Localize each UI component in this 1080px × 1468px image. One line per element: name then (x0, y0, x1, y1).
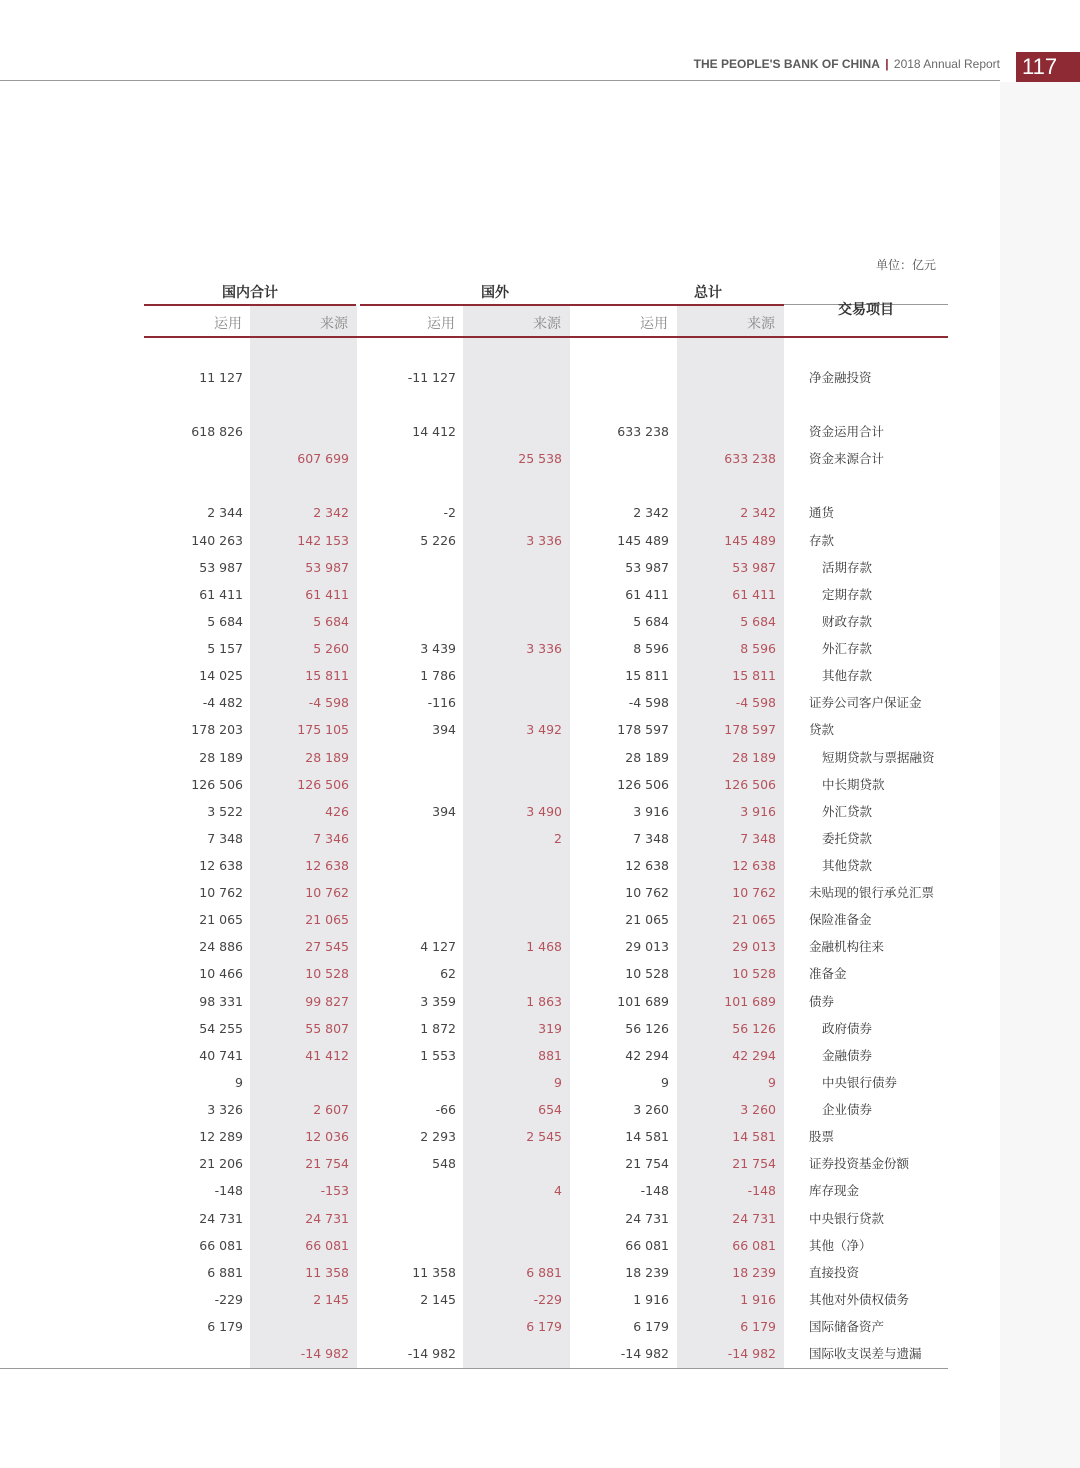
table-cell: 40 741 (199, 1048, 243, 1063)
table-cell: 66 081 (305, 1238, 349, 1253)
table-cell: 24 731 (732, 1211, 776, 1226)
table-cell: 28 189 (305, 750, 349, 765)
table-cell: -4 482 (202, 695, 243, 710)
row-label: 准备金 (809, 966, 847, 981)
table-cell: 12 036 (305, 1129, 349, 1144)
table-cell: 101 689 (724, 994, 776, 1009)
table-cell: 1 786 (420, 668, 456, 683)
table-cell: 4 127 (420, 939, 456, 954)
table-row (144, 503, 948, 523)
table-cell: 24 731 (625, 1211, 669, 1226)
table-cell: -66 (435, 1102, 456, 1117)
table-cell: 24 731 (305, 1211, 349, 1226)
subheader-total-uses: 运用 (640, 316, 668, 332)
table-cell: 5 684 (633, 614, 669, 629)
report-title: 2018 Annual Report (893, 57, 1000, 71)
table-cell: 7 348 (740, 831, 776, 846)
table-cell: 319 (538, 1021, 562, 1036)
table-cell: -14 982 (300, 1346, 349, 1361)
table-cell: 28 189 (199, 750, 243, 765)
table-row (144, 910, 948, 930)
row-label: 直接投资 (809, 1265, 860, 1280)
table-cell: 10 528 (625, 966, 669, 981)
table-cell: 126 506 (724, 777, 776, 792)
table-cell: 21 065 (305, 912, 349, 927)
table-cell: 2 (554, 831, 562, 846)
table-row (144, 802, 948, 822)
table-row (144, 775, 948, 795)
table-cell: 5 684 (740, 614, 776, 629)
table-cell: 4 (554, 1183, 562, 1198)
table-cell: 2 145 (420, 1292, 456, 1307)
row-label: 未贴现的银行承兑汇票 (809, 885, 935, 900)
table-cell: 142 153 (297, 533, 349, 548)
table-cell: 1 872 (420, 1021, 456, 1036)
table-cell: 61 411 (625, 587, 669, 602)
table-cell: 5 684 (313, 614, 349, 629)
table-cell: 24 731 (199, 1211, 243, 1226)
table-row (144, 1209, 948, 1229)
table-row (144, 992, 948, 1012)
row-label: 其他存款 (822, 668, 873, 683)
table-cell: 140 263 (191, 533, 243, 548)
group-header-total: 总计 (694, 285, 722, 301)
table-cell: 54 255 (199, 1021, 243, 1036)
page-edge-band (1000, 82, 1080, 1468)
table-cell: 6 881 (526, 1265, 562, 1280)
table-cell: 53 987 (625, 560, 669, 575)
row-label: 证券投资基金份额 (809, 1156, 910, 1171)
table-cell: 1 916 (633, 1292, 669, 1307)
row-label: 其他贷款 (822, 858, 873, 873)
header-separator: | (885, 57, 889, 71)
table-cell: 3 522 (207, 804, 243, 819)
table-row (144, 964, 948, 984)
table-cell: 21 754 (305, 1156, 349, 1171)
table-cell: 5 684 (207, 614, 243, 629)
table-cell: 53 987 (199, 560, 243, 575)
table-cell: 654 (538, 1102, 562, 1117)
table-cell: 21 065 (625, 912, 669, 927)
subheader-foreign-uses: 运用 (427, 316, 455, 332)
table-row (144, 368, 948, 388)
table-cell: 6 881 (207, 1265, 243, 1280)
row-label: 金融机构往来 (809, 939, 885, 954)
row-label: 其他（净） (809, 1238, 872, 1253)
table-cell: 1 916 (740, 1292, 776, 1307)
table-cell: 126 506 (617, 777, 669, 792)
table-row (144, 449, 948, 469)
table-cell: 21 754 (732, 1156, 776, 1171)
row-label: 委托贷款 (822, 831, 873, 846)
table-row (144, 1236, 948, 1256)
table-cell: 3 492 (526, 722, 562, 737)
table-cell: 28 189 (625, 750, 669, 765)
row-label: 短期贷款与票据融资 (822, 750, 935, 765)
table-row (144, 693, 948, 713)
unit-label: 单位：亿元 (876, 258, 937, 272)
table-cell: -2 (443, 505, 456, 520)
table-cell: 394 (432, 804, 456, 819)
table-cell: 3 916 (740, 804, 776, 819)
table-cell: 2 293 (420, 1129, 456, 1144)
table-cell: 175 105 (297, 722, 349, 737)
table-row (144, 1073, 948, 1093)
row-label: 外汇贷款 (822, 804, 873, 819)
table-row (144, 1181, 948, 1201)
table-row (144, 422, 948, 442)
table-cell: 28 189 (732, 750, 776, 765)
table-row (144, 558, 948, 578)
table-row (144, 720, 948, 740)
table-cell: 14 412 (412, 424, 456, 439)
table-cell: 5 260 (313, 641, 349, 656)
table-cell: 3 439 (420, 641, 456, 656)
group-rule-domestic (144, 304, 356, 306)
table-cell: 61 411 (305, 587, 349, 602)
subheader-total-sources: 来源 (747, 316, 775, 332)
table-cell: 61 411 (732, 587, 776, 602)
table-cell: 41 412 (305, 1048, 349, 1063)
table-cell: 12 638 (305, 858, 349, 873)
table-cell: -229 (214, 1292, 243, 1307)
table-cell: 14 025 (199, 668, 243, 683)
table-cell: 7 346 (313, 831, 349, 846)
row-label: 库存现金 (809, 1183, 860, 1198)
table-cell: 2 607 (313, 1102, 349, 1117)
table-row (144, 1100, 948, 1120)
table-cell: -148 (747, 1183, 776, 1198)
table-row (144, 883, 948, 903)
table-cell: 607 699 (297, 451, 349, 466)
table-row (144, 612, 948, 632)
table-cell: 15 811 (305, 668, 349, 683)
table-cell: 98 331 (199, 994, 243, 1009)
table-cell: -4 598 (735, 695, 776, 710)
table-cell: 8 596 (740, 641, 776, 656)
row-label: 财政存款 (822, 614, 873, 629)
table-cell: 21 754 (625, 1156, 669, 1171)
table-cell: 7 348 (207, 831, 243, 846)
table-cell: -14 982 (620, 1346, 669, 1361)
table-cell: 29 013 (732, 939, 776, 954)
table-cell: 9 (235, 1075, 243, 1090)
table-cell: -148 (214, 1183, 243, 1198)
table-row (144, 1046, 948, 1066)
row-label: 外汇存款 (822, 641, 873, 656)
table-row (144, 1154, 948, 1174)
table-cell: 1 863 (526, 994, 562, 1009)
table-cell: -4 598 (308, 695, 349, 710)
group-header-domestic: 国内合计 (222, 285, 278, 301)
row-label: 净金融投资 (809, 370, 872, 385)
table-cell: 618 826 (191, 424, 243, 439)
table-row (144, 1317, 948, 1337)
table-cell: 548 (432, 1156, 456, 1171)
table-cell: 14 581 (732, 1129, 776, 1144)
page-number: 117 (1016, 52, 1080, 82)
row-label: 债券 (809, 994, 835, 1009)
table-cell: 42 294 (625, 1048, 669, 1063)
table-cell: 2 545 (526, 1129, 562, 1144)
header-bottom-rule (144, 336, 948, 338)
table-cell: 10 762 (199, 885, 243, 900)
table-cell: 9 (661, 1075, 669, 1090)
table-cell: 14 581 (625, 1129, 669, 1144)
table-cell: 24 886 (199, 939, 243, 954)
table-cell: 633 238 (724, 451, 776, 466)
table-cell: -148 (640, 1183, 669, 1198)
table-cell: 21 065 (732, 912, 776, 927)
table-row (144, 666, 948, 686)
row-label: 其他对外债权债务 (809, 1292, 910, 1307)
row-label: 资金运用合计 (809, 424, 885, 439)
table-cell: 2 342 (313, 505, 349, 520)
table-cell: 53 987 (305, 560, 349, 575)
table-cell: 10 528 (305, 966, 349, 981)
table-cell: 12 638 (732, 858, 776, 873)
table-cell: 3 336 (526, 641, 562, 656)
table-cell: -14 982 (727, 1346, 776, 1361)
table-cell: 42 294 (732, 1048, 776, 1063)
row-label: 金融债券 (822, 1048, 873, 1063)
table-cell: 178 597 (724, 722, 776, 737)
table-cell: 881 (538, 1048, 562, 1063)
transaction-items-header: 交易项目 (838, 302, 894, 318)
table-cell: 66 081 (199, 1238, 243, 1253)
table-cell: 66 081 (625, 1238, 669, 1253)
row-label: 中央银行贷款 (809, 1211, 885, 1226)
table-cell: 6 179 (633, 1319, 669, 1334)
table-row (144, 1019, 948, 1039)
row-label: 定期存款 (822, 587, 873, 602)
table-cell: 6 179 (740, 1319, 776, 1334)
row-label: 通货 (809, 505, 835, 520)
row-label: 存款 (809, 533, 835, 548)
table-cell: 18 239 (732, 1265, 776, 1280)
group-rule-foreign-total (360, 304, 784, 306)
table-cell: 3 260 (633, 1102, 669, 1117)
table-cell: 178 203 (191, 722, 243, 737)
table-cell: 10 466 (199, 966, 243, 981)
bank-name: THE PEOPLE'S BANK OF CHINA (693, 57, 880, 71)
table-cell: 55 807 (305, 1021, 349, 1036)
row-label: 国际储备资产 (809, 1319, 885, 1334)
table-row (144, 585, 948, 605)
subheader-domestic-uses: 运用 (214, 316, 242, 332)
table-cell: -229 (533, 1292, 562, 1307)
table-cell: 126 506 (191, 777, 243, 792)
table-cell: 3 326 (207, 1102, 243, 1117)
table-cell: 10 762 (305, 885, 349, 900)
row-label: 中央银行债券 (822, 1075, 898, 1090)
table-row (144, 856, 948, 876)
subheader-foreign-sources: 来源 (533, 316, 561, 332)
table-cell: 66 081 (732, 1238, 776, 1253)
table-cell: 11 127 (199, 370, 243, 385)
table-row (144, 1263, 948, 1283)
table-cell: 53 987 (732, 560, 776, 575)
table-cell: 101 689 (617, 994, 669, 1009)
table-cell: 9 (554, 1075, 562, 1090)
table-cell: 178 597 (617, 722, 669, 737)
subheader-domestic-sources: 来源 (320, 316, 348, 332)
table-cell: 99 827 (305, 994, 349, 1009)
table-cell: 3 336 (526, 533, 562, 548)
table-cell: 11 358 (305, 1265, 349, 1280)
table-cell: 2 342 (740, 505, 776, 520)
row-label: 股票 (809, 1129, 835, 1144)
row-label: 证券公司客户保证金 (809, 695, 922, 710)
table-cell: -153 (320, 1183, 349, 1198)
table-cell: 2 342 (633, 505, 669, 520)
table-cell: 15 811 (625, 668, 669, 683)
table-cell: 2 145 (313, 1292, 349, 1307)
table-row (144, 1127, 948, 1147)
table-cell: -116 (427, 695, 456, 710)
table-cell: 3 359 (420, 994, 456, 1009)
table-cell: 8 596 (633, 641, 669, 656)
table-cell: 21 206 (199, 1156, 243, 1171)
table-cell: 145 489 (724, 533, 776, 548)
table-cell: 3 490 (526, 804, 562, 819)
table-cell: 633 238 (617, 424, 669, 439)
table-row (144, 748, 948, 768)
table-row (144, 531, 948, 551)
row-label: 国际收支误差与遗漏 (809, 1346, 922, 1361)
table-cell: 2 344 (207, 505, 243, 520)
table-cell: 12 289 (199, 1129, 243, 1144)
table-cell: 10 528 (732, 966, 776, 981)
row-label: 贷款 (809, 722, 835, 737)
table-cell: 12 638 (625, 858, 669, 873)
table-cell: 1 553 (420, 1048, 456, 1063)
table-cell: 21 065 (199, 912, 243, 927)
table-cell: 426 (325, 804, 349, 819)
table-cell: 62 (440, 966, 456, 981)
table-cell: 29 013 (625, 939, 669, 954)
running-header (694, 57, 1000, 71)
table-cell: 6 179 (526, 1319, 562, 1334)
table-cell: 56 126 (732, 1021, 776, 1036)
table-cell: -11 127 (407, 370, 456, 385)
table-cell: 15 811 (732, 668, 776, 683)
table-cell: 27 545 (305, 939, 349, 954)
row-label: 企业债券 (822, 1102, 873, 1117)
table-cell: 25 538 (518, 451, 562, 466)
row-label: 活期存款 (822, 560, 873, 575)
table-cell: -4 598 (628, 695, 669, 710)
header-rule (0, 80, 1000, 81)
table-row (144, 639, 948, 659)
table-cell: 394 (432, 722, 456, 737)
table-cell: 6 179 (207, 1319, 243, 1334)
table-row (144, 1290, 948, 1310)
table-cell: 126 506 (297, 777, 349, 792)
table-cell: -14 982 (407, 1346, 456, 1361)
table-cell: 11 358 (412, 1265, 456, 1280)
table-cell: 61 411 (199, 587, 243, 602)
group-header-foreign: 国外 (481, 285, 509, 301)
table-cell: 5 157 (207, 641, 243, 656)
table-cell: 3 260 (740, 1102, 776, 1117)
table-cell: 56 126 (625, 1021, 669, 1036)
table-cell: 5 226 (420, 533, 456, 548)
table-row (144, 937, 948, 957)
table-row (144, 1344, 948, 1364)
table-row (144, 829, 948, 849)
table-cell: 18 239 (625, 1265, 669, 1280)
table-cell: 10 762 (625, 885, 669, 900)
table-cell: 7 348 (633, 831, 669, 846)
table-cell: 10 762 (732, 885, 776, 900)
row-label: 保险准备金 (809, 912, 872, 927)
table-cell: 1 468 (526, 939, 562, 954)
table-cell: 145 489 (617, 533, 669, 548)
table-cell: 12 638 (199, 858, 243, 873)
row-label: 中长期贷款 (822, 777, 885, 792)
table-bottom-rule (0, 1368, 948, 1369)
row-label: 资金来源合计 (809, 451, 885, 466)
row-label: 政府债券 (822, 1021, 873, 1036)
table-cell: 9 (768, 1075, 776, 1090)
table-cell: 3 916 (633, 804, 669, 819)
